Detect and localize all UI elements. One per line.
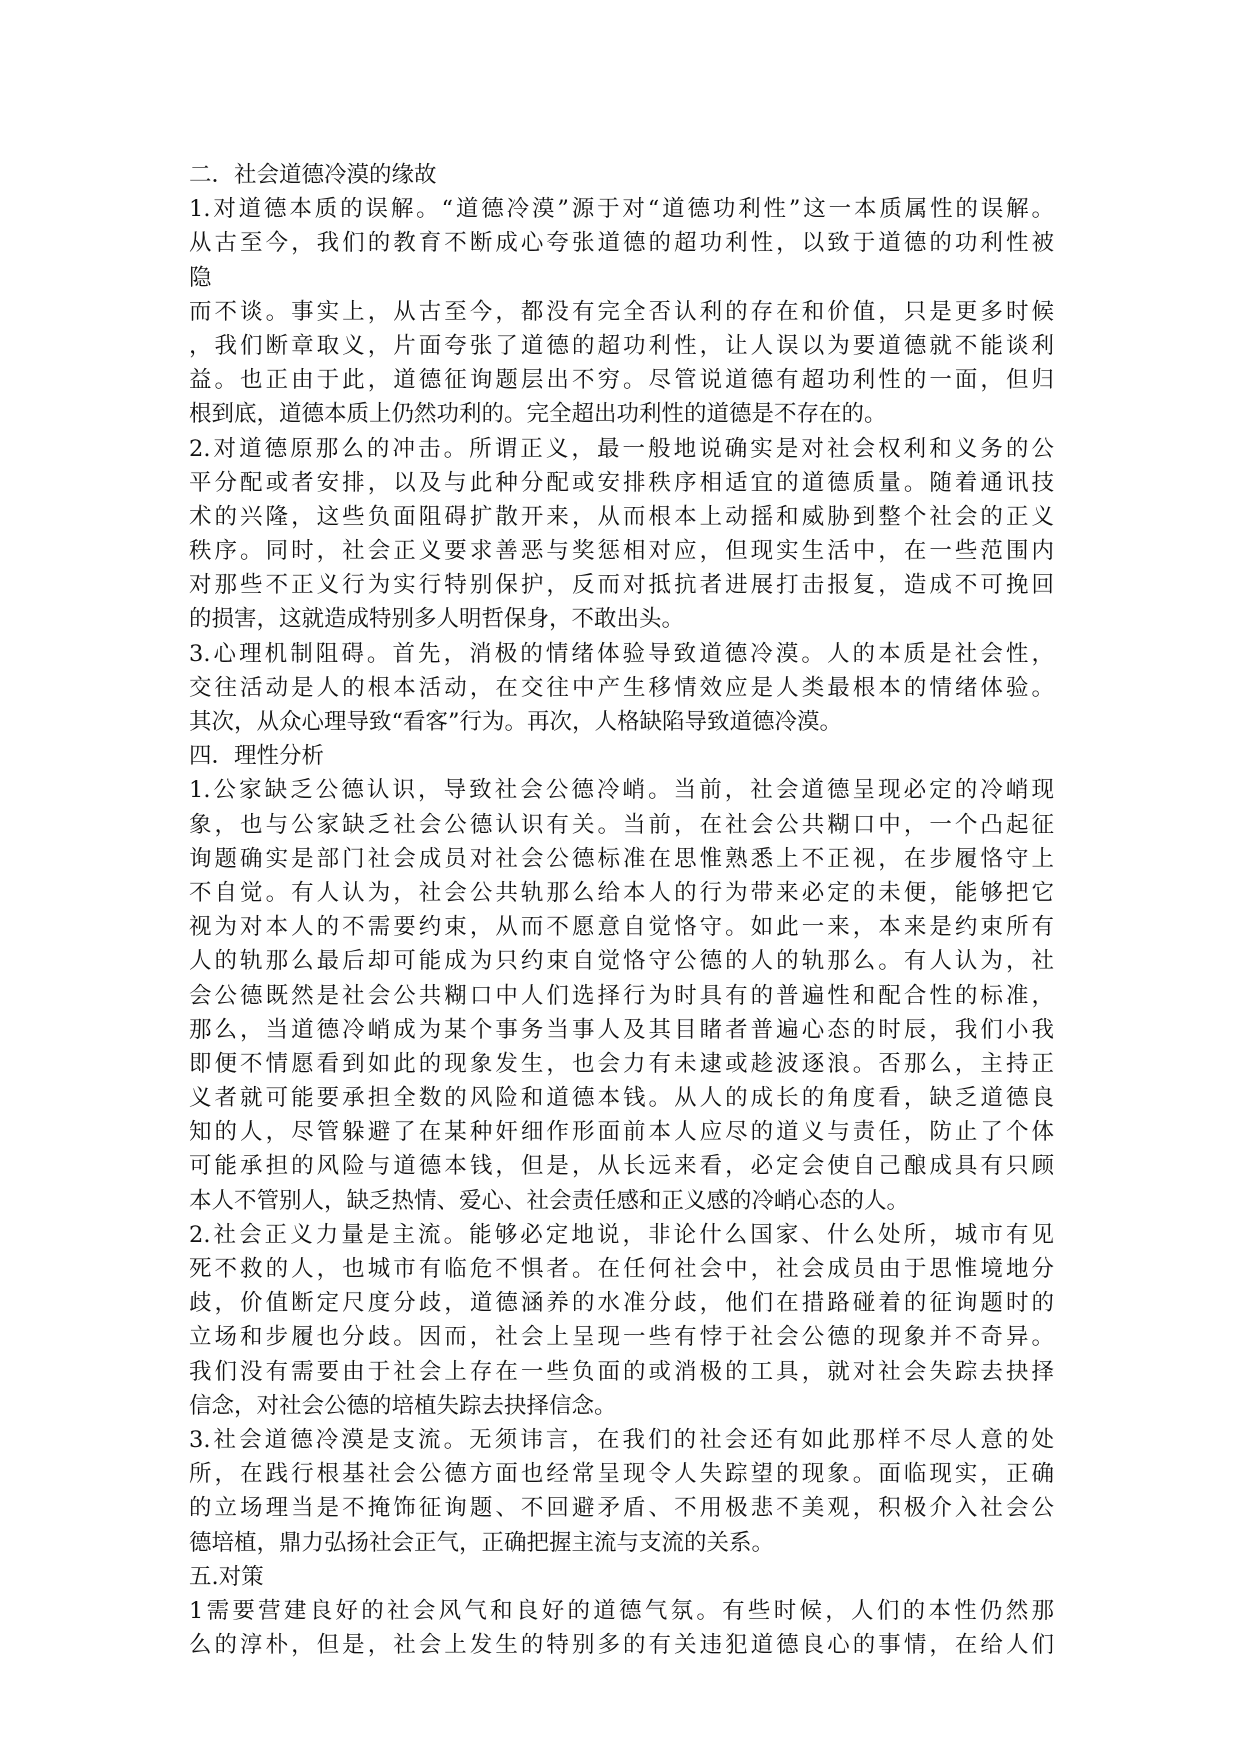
text-line: 的立场理当是不掩饰征询题、不回避矛盾、不用极悲不美观，积极介入社会公: [189, 1495, 1054, 1522]
text-line: 益。也正由于此，道德征询题层出不穷。尽管说道德有超功利性的一面，但归: [189, 367, 1054, 394]
text-line: 2.社会正义力量是主流。能够必定地说，非论什么国家、什么处所，城市有见: [189, 1221, 1054, 1248]
text-line: 的损害，这就造成特别多人明哲保身，不敢出头。: [189, 606, 685, 633]
text-line: 根到底，道德本质上仍然功利的。完全超出功利性的道德是不存在的。: [189, 401, 887, 428]
text-line: 对那些不正义行为实行特别保护，反而对抵抗者进展打击报复，造成不可挽回: [189, 572, 1054, 599]
text-line: 其次，从众心理导致“看客”行为。再次，人格缺陷导致道德冷漠。: [189, 709, 843, 735]
text-line: 2.对道德原那么的冲击。所谓正义，最一般地说确实是对社会权利和义务的公: [189, 435, 1054, 462]
text-line: 交往活动是人的根本活动，在交往中产生移情效应是人类最根本的情绪体验。: [189, 674, 1054, 701]
text-line: 德培植，鼎力弘扬社会正气，正确把握主流与支流的关系。: [189, 1529, 775, 1556]
text-line: 即便不情愿看到如此的现象发生，也会力有未逮或趁波逐浪。否那么，主持正: [189, 1050, 1054, 1077]
text-line: 1.公家缺乏公德认识，导致社会公德冷峭。当前，社会道德呈现必定的冷峭现: [189, 777, 1054, 804]
document-body: [189, 158, 1054, 1662]
text-line: 歧，价值断定尺度分歧，道德涵养的水准分歧，他们在措路碰着的征询题时的: [189, 1290, 1054, 1317]
section-heading: 五.对策: [189, 1563, 264, 1590]
section-heading: 二．社会道德冷漠的缘故: [189, 162, 437, 188]
text-line: 可能承担的风险与道德本钱，但是，从长远来看，必定会使自己酿成具有只顾: [189, 1153, 1054, 1180]
text-line: 义者就可能要承担全数的风险和道德本钱。从人的成长的角度看，缺乏道德良: [189, 1085, 1054, 1112]
section-heading: 四．理性分析: [189, 743, 325, 770]
text-line: 会公德既然是社会公共糊口中人们选择行为时具有的普遍性和配合性的标准，: [189, 982, 1054, 1009]
text-line: 那么，当道德冷峭成为某个事务当事人及其目睹者普遍心态的时辰，我们小我: [189, 1016, 1054, 1043]
text-line: 1.对道德本质的误解。“道德冷漠”源于对“道德功利性”这一本质属性的误解。: [189, 196, 1054, 223]
text-line: 询题确实是部门社会成员对社会公德标准在思惟熟悉上不正视，在步履恪守上: [189, 845, 1054, 872]
text-line: 我们没有需要由于社会上存在一些负面的或消极的工具，就对社会失踪去抉择: [189, 1358, 1054, 1385]
text-line: 视为对本人的不需要约束，从而不愿意自觉恪守。如此一来，本来是约束所有: [189, 914, 1054, 941]
text-line: 而不谈。事实上，从古至今，都没有完全否认利的存在和价值，只是更多时候: [189, 298, 1054, 325]
text-line: 死不救的人，也城市有临危不惧者。在任何社会中，社会成员由于思惟境地分: [189, 1256, 1054, 1282]
text-line: 秩序。同时，社会正义要求善恶与奖惩相对应，但现实生活中，在一些范围内: [189, 538, 1054, 565]
text-line: 平分配或者安排，以及与此种分配或安排秩序相适宜的道德质量。随着通讯技: [189, 469, 1054, 496]
text-line: 不自觉。有人认为，社会公共轨那么给本人的行为带来必定的未便，能够把它: [189, 879, 1054, 906]
text-line: 知的人，尽管躲避了在某种奸细作形面前本人应尽的道义与责任，防止了个体: [189, 1119, 1054, 1146]
text-line: 本人不管别人，缺乏热情、爱心、社会责任感和正义感的冷峭心态的人。: [189, 1187, 910, 1214]
text-line: 人的轨那么最后却可能成为只约束自觉恪守公德的人的轨那么。有人认为，社: [189, 948, 1054, 975]
text-line: 术的兴隆，这些负面阻碍扩散开来，从而根本上动摇和威胁到整个社会的正义: [189, 503, 1054, 530]
text-line: 隐: [189, 264, 212, 291]
text-line: ，我们断章取义，片面夸张了道德的超功利性，让人误以为要道德就不能谈利: [189, 332, 1054, 359]
text-line: 么的淳朴，但是，社会上发生的特别多的有关违犯道德良心的事情，在给人们: [189, 1632, 1054, 1659]
text-line: 象，也与公家缺乏社会公德认识有关。当前，在社会公共糊口中，一个凸起征: [189, 811, 1054, 838]
text-line: 所，在践行根基社会公德方面也经常呈现令人失踪望的现象。面临现实，正确: [189, 1461, 1054, 1488]
text-line: 信念，对社会公德的培植失踪去抉择信念。: [189, 1392, 617, 1419]
text-line: 1需要营建良好的社会风气和良好的道德气氛。有些时候，人们的本性仍然那: [189, 1597, 1054, 1624]
text-line: 3.社会道德冷漠是支流。无须讳言，在我们的社会还有如此那样不尽人意的处: [189, 1426, 1054, 1453]
text-line: 立场和步履也分歧。因而，社会上呈现一些有悖于社会公德的现象并不奇异。: [189, 1324, 1054, 1351]
text-line: 从古至今，我们的教育不断成心夸张道德的超功利性，以致于道德的功利性被: [189, 230, 1054, 257]
text-line: 3.心理机制阻碍。首先，消极的情绪体验导致道德冷漠。人的本质是社会性，: [189, 640, 1054, 667]
